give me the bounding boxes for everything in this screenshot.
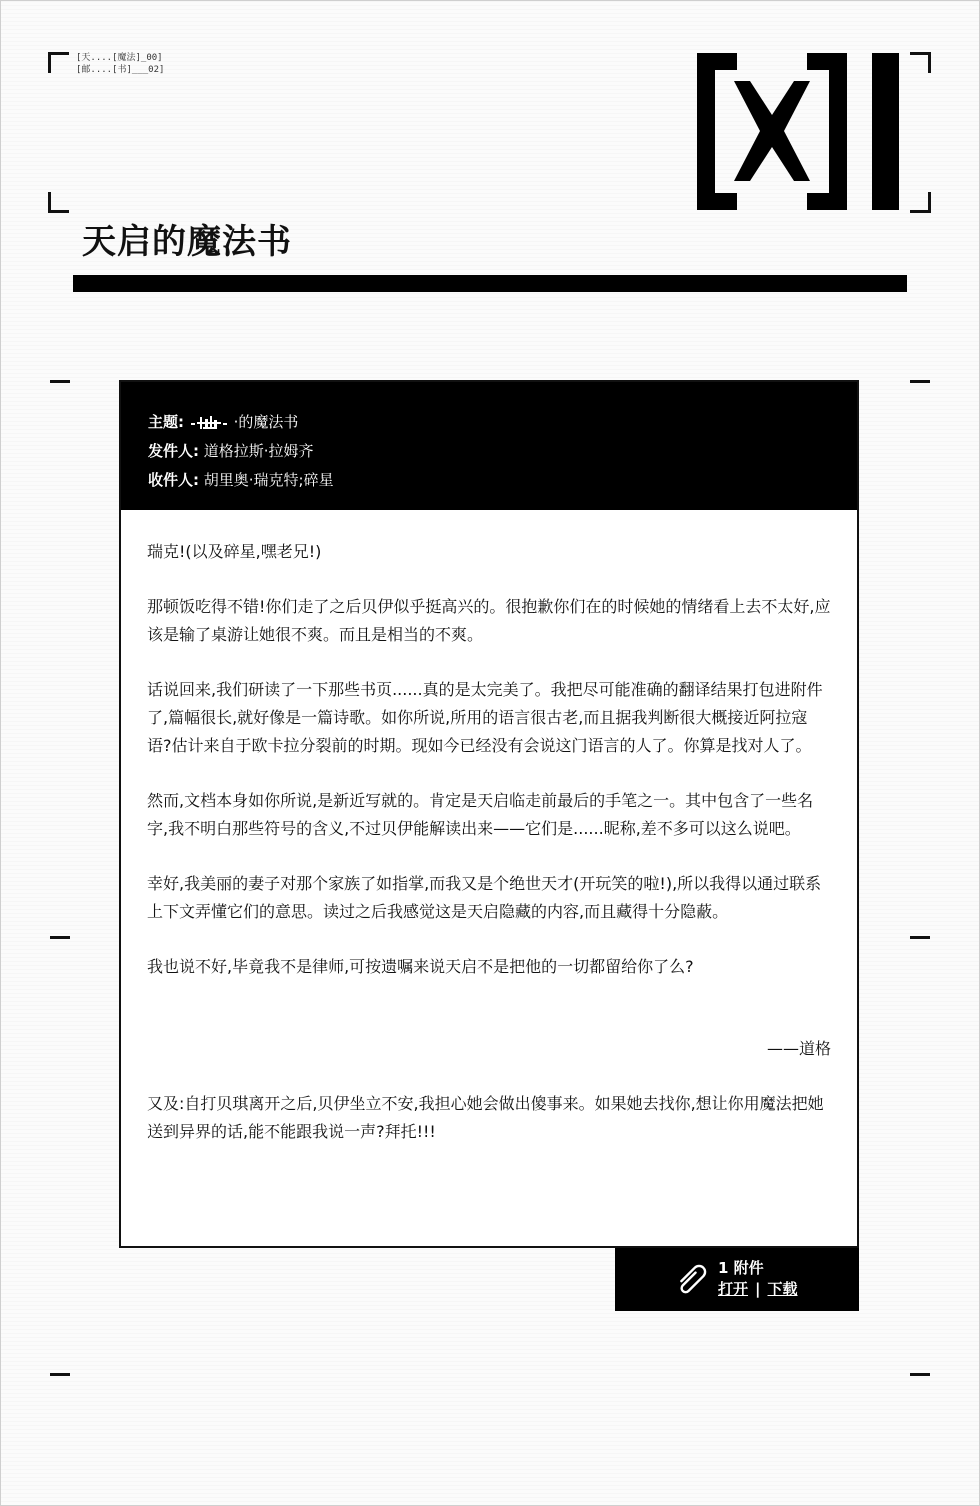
title-divider (73, 275, 907, 292)
body-paragraph: 瑞克!(以及碎星,嘿老兄!) (147, 542, 322, 561)
email-card (119, 380, 859, 1248)
email-subject-row (148, 408, 857, 437)
attachment-links (718, 1278, 798, 1299)
corner-bracket-top-right (910, 52, 931, 73)
email-body (121, 510, 857, 1146)
side-tick (910, 380, 930, 383)
body-paragraph: 那顿饭吃得不错!你们走了之后贝伊似乎挺高兴的。很抱歉你们在的时候她的情绪看上去不太好,应该是输了桌游让她很不爽。而且是相当的不爽。 (147, 597, 831, 644)
subject-label: 主题: (148, 413, 184, 431)
side-tick (50, 1373, 70, 1376)
from-value: 道格拉斯·拉姆齐 (203, 442, 314, 460)
link-separator: | (755, 1280, 761, 1298)
paperclip-icon (673, 1260, 711, 1298)
page-title: 天启的魔法书 (82, 222, 292, 262)
header-code-lines (76, 52, 164, 76)
email-header (121, 382, 857, 510)
body-paragraph: 话说回来,我们研读了一下那些书页......真的是太完美了。我把尽可能准确的翻译结果打包进附件了,篇幅很长,就好像是一篇诗歌。如你所说,所用的语言很古老,而且据我判断很大概接近阿拉寇语?估计来自于欧卡拉分裂前的时期。现如今已经没有会说这门语言的人了。你算是找对人了。 (147, 680, 823, 755)
attachment-bar (615, 1248, 859, 1311)
email-postscript: 又及:自打贝琪离开之后,贝伊坐立不安,我担心她会做出傻事来。如果她去找你,想让你用魔法把她送到异界的话,能不能跟我说一声?拜托!!! (147, 1094, 824, 1141)
x-brand-logo (697, 53, 899, 210)
email-signature: ——道格 (766, 1039, 831, 1058)
corner-bracket-bottom-right (910, 192, 931, 213)
subject-value: ·的魔法书 (233, 413, 299, 431)
body-paragraph: 然而,文档本身如你所说,是新近写就的。肯定是天启临走前最后的手笔之一。其中包含了一些名字,我不明白那些符号的含义,不过贝伊能解读出来——它们是......昵称,差不多可以这么说吧。 (147, 791, 814, 838)
side-tick (50, 936, 70, 939)
to-label: 收件人: (148, 471, 199, 489)
side-tick (50, 380, 70, 383)
email-from-row (148, 437, 857, 466)
to-value: 胡里奥·瑞克特;碎星 (203, 471, 334, 489)
corner-bracket-top-left (48, 52, 69, 73)
open-attachment-link[interactable]: 打开 (718, 1280, 749, 1298)
corner-bracket-bottom-left (48, 192, 69, 213)
email-to-row (148, 466, 857, 495)
body-paragraph: 幸好,我美丽的妻子对那个家族了如指掌,而我又是个绝世天才(开玩笑的啦!),所以我得以通过联系上下文弄懂它们的意思。读过之后我感觉这是天启隐藏的内容,而且藏得十分隐蔽。 (147, 874, 822, 921)
body-paragraph: 我也说不好,毕竟我不是律师,可按遗嘱来说天启不是把他的一切都留给你了么? (147, 957, 694, 976)
attachment-count: 1 附件 (718, 1259, 764, 1277)
side-tick (910, 1373, 930, 1376)
side-tick (910, 936, 930, 939)
glitch-name-icon (191, 415, 227, 431)
code-line-1: [天....[魔法]_00] (76, 53, 163, 63)
from-label: 发件人: (148, 442, 199, 460)
download-attachment-link[interactable]: 下载 (767, 1280, 798, 1298)
code-line-2: [邮....[书]___02] (76, 65, 165, 75)
